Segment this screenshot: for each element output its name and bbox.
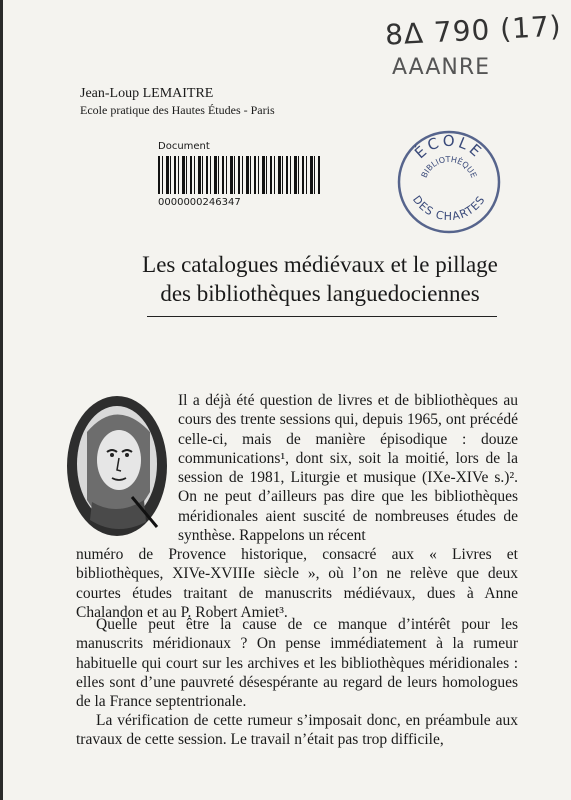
library-stamp <box>395 128 503 236</box>
paragraph-3: La vérification de cette rumeur s’imposait donc, en préambule aux travaux de cette session. Le travail n’était pas trop difficile, <box>76 712 518 749</box>
barcode-label: Document <box>158 141 210 152</box>
medieval-portrait-illustration <box>62 392 172 540</box>
title-line-2: des bibliothèques languedociennes <box>160 281 480 306</box>
barcode-number: 0000000246347 <box>158 197 241 208</box>
stamp-middle-text: BIBLIOTHÈQUE <box>419 154 479 180</box>
paragraph-1-wrapped: Il a déjà été question de livres et de bibliothèques au cours des trente sessions qui, depuis 1965, ont précédé celle-ci, mais de manière épisodique : douze communications¹, dont six, soit la moitié, lors de la session de 1981, Liturgie et musique (IXe-XIVe s.)². On ne peut d’ailleurs pas dire que les bibliothèques méridionales aient suscité de nombreuses études de synthèse. Rappelons un récent <box>178 392 518 545</box>
svg-text:DES CHARTES <box>410 193 488 223</box>
barcode-image <box>158 156 321 194</box>
author-block <box>80 86 275 118</box>
stamp-top-text: ÉCOLE <box>411 131 487 163</box>
author-name: Jean-Loup LEMAITRE <box>80 86 214 101</box>
handwritten-code: AAANRE <box>392 55 491 80</box>
paragraph-1-continued: numéro de Provence historique, consacré aux « Livres et bibliothèques, XIVe-XVIIIe siècle », où l’on ne relève que deux courtes études traitant de manuscrits médiévaux, dues à Anne Chalandon et au P. Robert Amiet³. <box>76 546 518 621</box>
handwritten-shelfmark: 8Δ 790 (17) <box>384 9 563 52</box>
stamp-bottom-text: DES CHARTES <box>409 193 489 224</box>
article-title <box>110 250 530 308</box>
svg-text:BIBLIOTHÈQUE <box>420 155 479 179</box>
title-line-1: Les catalogues médiévaux et le pillage <box>142 252 498 277</box>
page-edge <box>0 0 3 800</box>
author-institution: Ecole pratique des Hautes Études - Paris <box>80 103 275 117</box>
title-rule <box>147 316 497 317</box>
paragraph-2: Quelle peut être la cause de ce manque d’intérêt pour les manuscrits méridionaux ? On pense immédiatement à la rumeur habituelle qui court sur les archives et les bibliothèques méridionales : elles sont d’une pauvreté désespérante au regard de leurs homologues de la France septentrionale. <box>76 616 518 711</box>
